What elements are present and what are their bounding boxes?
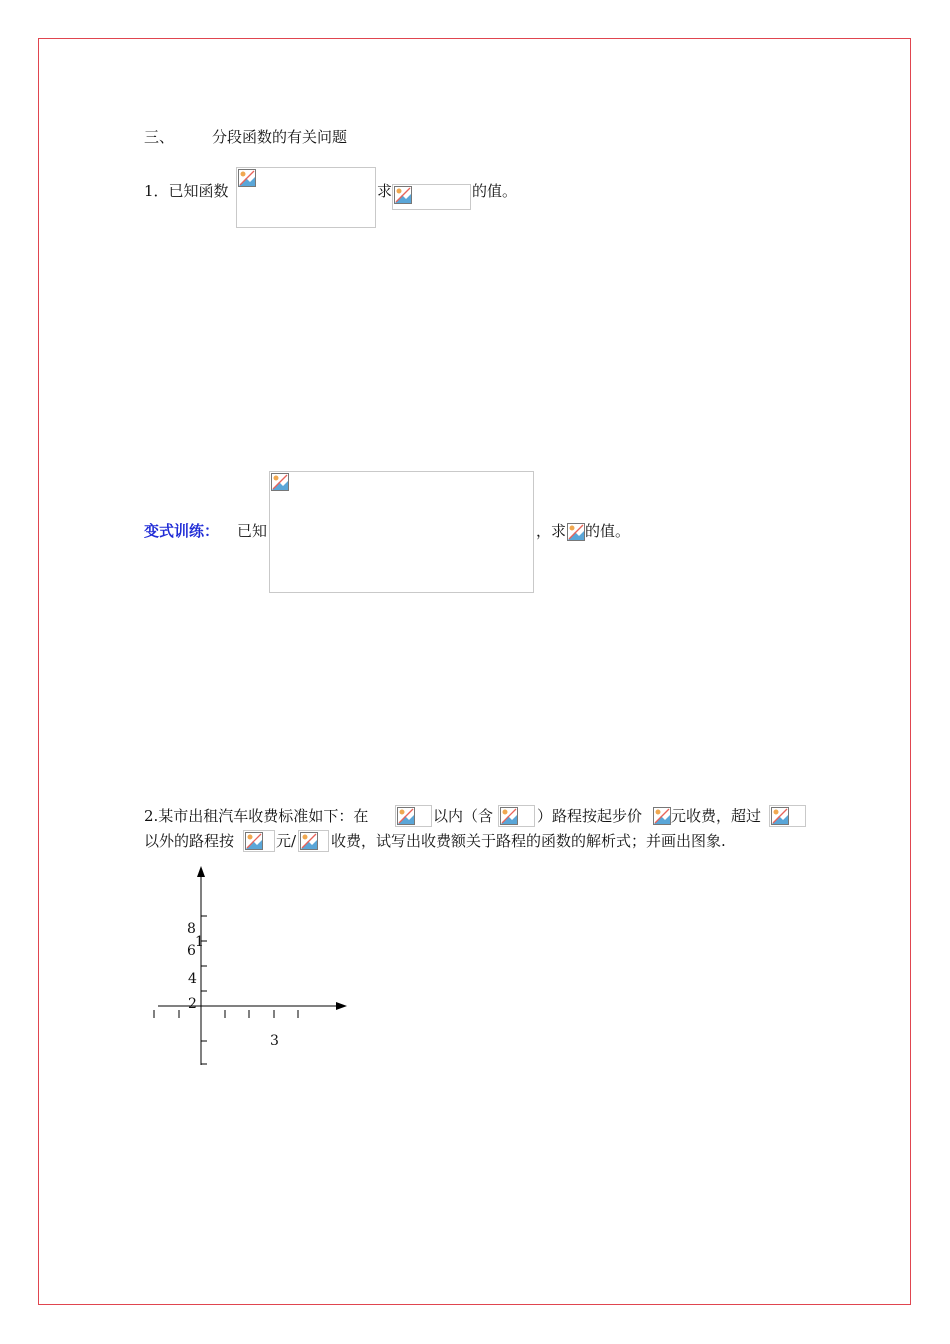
variant-mid: ，求	[536, 522, 567, 540]
formula-image-variant-expression	[567, 523, 585, 541]
formula-image-variant-function	[269, 471, 534, 593]
formula-image-piecewise-function	[236, 167, 376, 228]
q2-line1-b: 以内（含	[433, 807, 494, 825]
formula-image-unit	[298, 830, 329, 852]
q2-line2-a: 以外的路程按	[144, 832, 235, 850]
y-tick-label-6: 6	[187, 943, 196, 959]
page-border	[38, 38, 911, 1305]
x-axis-arrow-icon	[336, 1002, 347, 1010]
y-tick-label-2: 2	[188, 996, 197, 1012]
q1-suffix: 的值。	[472, 182, 518, 200]
x-tick-label-3: 3	[270, 1033, 279, 1049]
formula-image-distance	[395, 805, 432, 827]
q1-prefix: 1．已知函数	[144, 182, 229, 200]
variant-suffix: 的值。	[585, 522, 631, 540]
formula-image-start-price	[653, 806, 671, 826]
y-tick-label-1: 1	[195, 934, 204, 950]
broken-image-icon	[500, 807, 518, 825]
q2-line2-c: 收费，试写出收费额关于路程的函数的解析式；并画出图象.	[331, 832, 726, 850]
q2-line1-d: 元收费，超过	[671, 807, 762, 825]
formula-image-distance-inclusive	[498, 805, 535, 827]
formula-image-unit-price	[243, 830, 275, 852]
y-tick-label-8: 8	[187, 921, 196, 937]
broken-image-icon	[394, 186, 412, 204]
q2-line2-b: 元/	[276, 832, 297, 850]
q1-mid: 求	[377, 182, 393, 200]
broken-image-icon	[397, 807, 415, 825]
broken-image-icon	[238, 169, 256, 187]
section-number: 三、	[144, 128, 175, 146]
coordinate-axes	[140, 860, 360, 1075]
broken-image-icon	[271, 473, 289, 491]
formula-image-expression	[392, 184, 471, 210]
section-title: 分段函数的有关问题	[212, 128, 348, 146]
y-tick-label-4: 4	[188, 971, 197, 987]
section-heading	[144, 127, 174, 147]
broken-image-icon	[245, 832, 263, 850]
broken-image-icon	[300, 832, 318, 850]
variant-prefix: 已知	[237, 522, 268, 540]
formula-image-distance-exceed	[769, 805, 806, 827]
broken-image-icon	[653, 807, 671, 825]
q2-line1-a: 2.某市出租汽车收费标准如下：在	[144, 807, 369, 825]
broken-image-icon	[771, 807, 789, 825]
q2-line1-c: ）路程按起步价	[537, 807, 643, 825]
y-axis-arrow-icon	[197, 866, 205, 877]
variant-label: 变式训练：	[144, 522, 220, 540]
broken-image-icon	[567, 523, 585, 541]
